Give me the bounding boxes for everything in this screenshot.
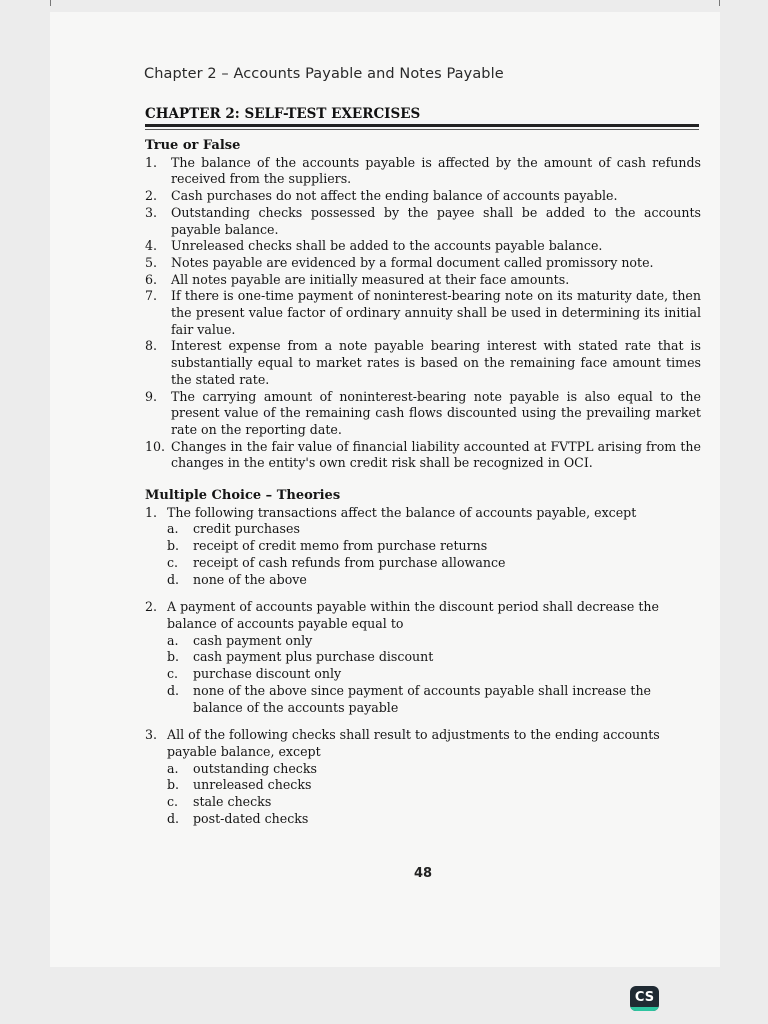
option-text: receipt of credit memo from purchase returns <box>193 538 488 554</box>
item-number: 9. <box>145 388 158 404</box>
option-letter: a. <box>167 521 179 537</box>
option-text: purchase discount only <box>193 666 342 682</box>
option-text: credit purchases <box>193 521 300 537</box>
item-statement: Cash purchases do not affect the ending balance of accounts payable. <box>171 188 618 204</box>
answer-option <box>167 811 701 828</box>
option-letter: a. <box>167 760 179 776</box>
item-statement: Notes payable are evidenced by a formal document called promissory note. <box>171 254 654 270</box>
question-text: All of the following checks shall result to adjustments to the ending accounts payable balance, except <box>167 727 660 759</box>
answer-option <box>167 794 701 811</box>
true-false-item <box>145 255 701 272</box>
question-number: 2. <box>145 599 158 615</box>
true-false-item <box>145 389 701 439</box>
question-number: 1. <box>145 504 158 520</box>
option-letter: c. <box>167 554 179 570</box>
item-number: 1. <box>145 154 158 170</box>
multiple-choice-question <box>145 727 701 827</box>
option-letter: a. <box>167 632 179 648</box>
option-text: none of the above <box>193 571 307 587</box>
camscanner-badge: CS <box>630 986 659 1011</box>
exercise-content <box>145 138 701 838</box>
question-row <box>145 505 701 522</box>
item-number: 5. <box>145 254 158 270</box>
item-statement: Unreleased checks shall be added to the accounts payable balance. <box>171 238 603 254</box>
multiple-choice-list <box>145 505 701 828</box>
item-number: 7. <box>145 288 158 304</box>
option-letter: b. <box>167 777 180 793</box>
section-rule-thick <box>145 124 699 127</box>
option-text: none of the above since payment of accounts payable shall increase the balance of the accounts payable <box>193 682 652 715</box>
option-letter: b. <box>167 538 180 554</box>
item-number: 2. <box>145 188 158 204</box>
option-letter: d. <box>167 682 180 698</box>
question-row <box>145 599 701 632</box>
answer-options <box>145 761 701 828</box>
option-letter: d. <box>167 810 180 826</box>
crop-mark-left <box>50 0 51 6</box>
question-number: 3. <box>145 727 158 743</box>
item-statement: Changes in the fair value of financial liability accounted at FVTPL arising from the changes in the entity's own credit risk shall be recognized in OCI. <box>171 438 701 471</box>
true-false-item <box>145 439 701 472</box>
answer-option <box>167 777 701 794</box>
answer-option <box>167 761 701 778</box>
item-statement: All notes payable are initially measured at their face amounts. <box>171 271 570 287</box>
question-text: The following transactions affect the balance of accounts payable, except <box>167 504 637 520</box>
item-statement: Interest expense from a note payable bearing interest with stated rate that is substantially equal to market rates is based on the remaining face amount times the stated rate. <box>171 338 701 387</box>
option-text: cash payment plus purchase discount <box>193 649 434 665</box>
option-text: unreleased checks <box>193 777 312 793</box>
answer-option <box>167 538 701 555</box>
item-statement: The balance of the accounts payable is affected by the amount of cash refunds received from the suppliers. <box>171 154 701 187</box>
page-number: 48 <box>414 866 433 881</box>
true-false-item <box>145 288 701 338</box>
true-false-item <box>145 238 701 255</box>
multiple-choice-heading: Multiple Choice – Theories <box>145 488 341 504</box>
option-letter: d. <box>167 571 180 587</box>
item-statement: Outstanding checks possessed by the payee shall be added to the accounts payable balance. <box>171 204 701 237</box>
option-text: stale checks <box>193 794 272 810</box>
item-number: 4. <box>145 238 158 254</box>
true-false-item <box>145 205 701 238</box>
crop-mark-right <box>719 0 720 6</box>
option-letter: b. <box>167 649 180 665</box>
multiple-choice-question <box>145 505 701 589</box>
true-false-item <box>145 338 701 388</box>
option-text: post-dated checks <box>193 810 309 826</box>
option-text: outstanding checks <box>193 760 317 776</box>
section-rule-thin <box>145 129 699 130</box>
chapter-header: Chapter 2 – Accounts Payable and Notes Payable <box>144 66 504 82</box>
option-letter: c. <box>167 666 179 682</box>
item-number: 8. <box>145 338 158 354</box>
answer-option <box>167 555 701 572</box>
item-statement: The carrying amount of noninterest-bearing note payable is also equal to the present value of the remaining cash flows discounted using the prevailing market rate on the reporting date. <box>171 388 701 437</box>
multiple-choice-question <box>145 599 701 716</box>
answer-option <box>167 683 701 716</box>
item-statement: If there is one-time payment of noninterest-bearing note on its maturity date, then the present value factor of ordinary annuity shall be used in determining its initial fair value. <box>171 288 701 337</box>
answer-option <box>167 649 701 666</box>
true-false-item <box>145 155 701 188</box>
answer-options <box>145 633 701 717</box>
answer-option <box>167 521 701 538</box>
question-row <box>145 727 701 760</box>
option-letter: c. <box>167 794 179 810</box>
true-false-item <box>145 188 701 205</box>
option-text: receipt of cash refunds from purchase allowance <box>193 554 506 570</box>
item-number: 10. <box>145 438 166 454</box>
section-title: CHAPTER 2: SELF-TEST EXERCISES <box>145 106 421 122</box>
true-false-item <box>145 272 701 289</box>
answer-option <box>167 666 701 683</box>
item-number: 3. <box>145 204 158 220</box>
item-number: 6. <box>145 271 158 287</box>
option-text: cash payment only <box>193 632 313 648</box>
true-false-heading: True or False <box>145 138 241 153</box>
answer-option <box>167 572 701 589</box>
question-text: A payment of accounts payable within the discount period shall decrease the balance of accounts payable equal to <box>167 599 659 631</box>
answer-options <box>145 521 701 588</box>
answer-option <box>167 633 701 650</box>
true-false-list <box>145 155 701 472</box>
